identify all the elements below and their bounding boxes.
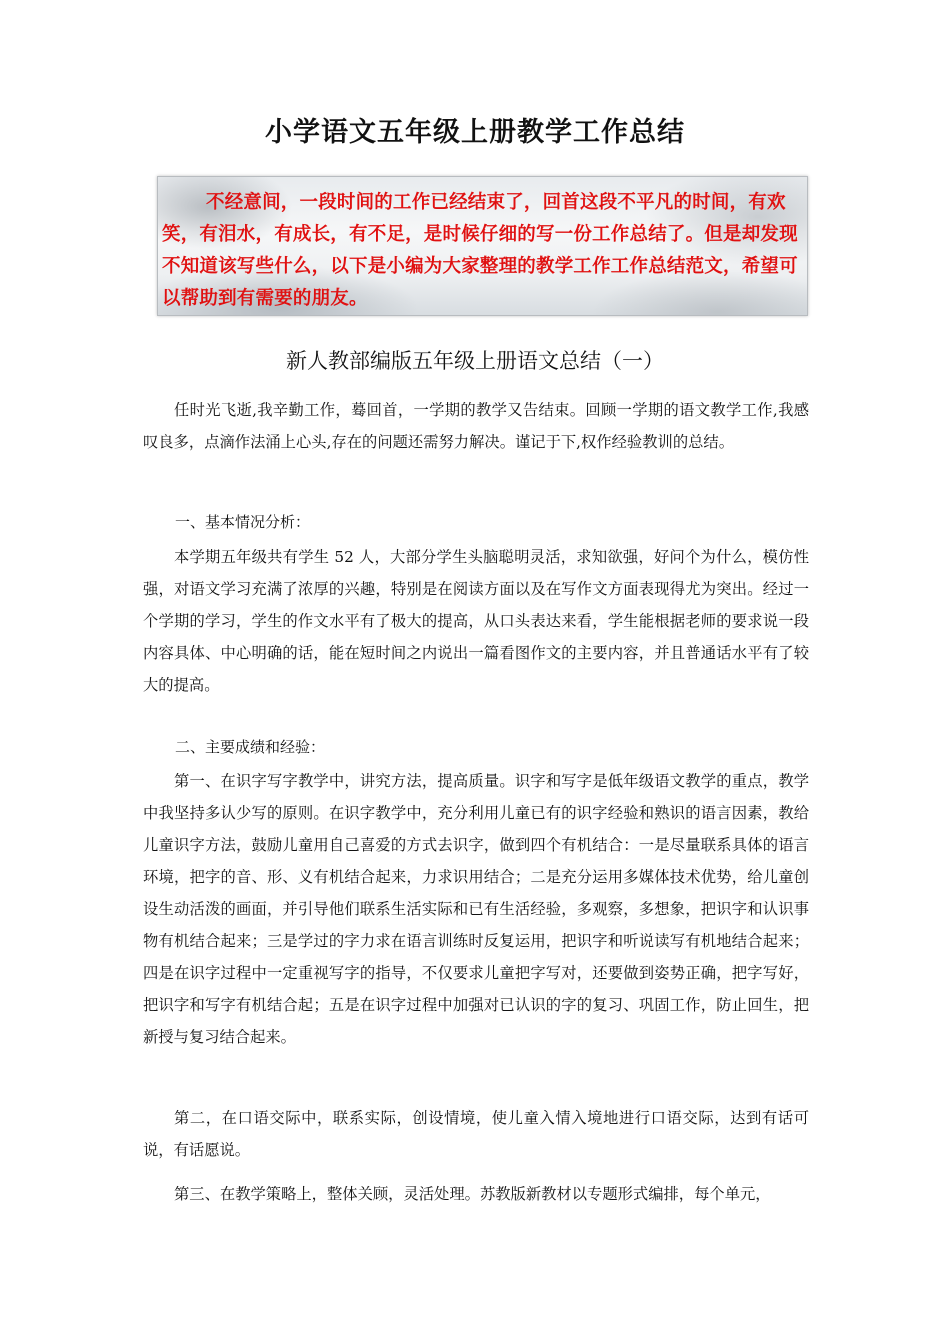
heading-achievements: 二、主要成绩和经验：	[175, 738, 326, 756]
paragraph-teaching-strategy: 第三、在教学策略上，整体关顾，灵活处理。苏教版新教材以专题形式编排，每个单元，	[174, 1185, 771, 1203]
heading-basic-analysis: 一、基本情况分析：	[175, 513, 311, 531]
banner-text: 不经意间，一段时间的工作已经结束了，回首这段不平凡的时间，有欢笑，有泪水，有成长，有不足，是时候仔细的写一份工作总结了。但是却发现不知道该写些什么，以下是小编为大家整理的教学工作工作总结范文，希望可以帮助到有需要的朋友。	[162, 192, 798, 309]
intro-paragraph: 任时光飞逝,我辛勤工作，蓦回首，一学期的教学又告结束。回顾一学期的语文教学工作,我感叹良多，点滴作法涌上心头,存在的问题还需努力解决。谨记于下,权作经验教训的总结。	[143, 401, 809, 451]
intro-banner	[157, 176, 808, 316]
paragraph-oral-communication: 第二，在口语交际中，联系实际，创设情境，使儿童入情入境地进行口语交际，达到有话可说，有话愿说。	[143, 1109, 809, 1159]
paragraph-basic-analysis: 本学期五年级共有学生 52 人，大部分学生头脑聪明灵活，求知欲强，好问个为什么，模仿性强，对语文学习充满了浓厚的兴趣，特别是在阅读方面以及在写作文方面表现得尤为突出。经过一个学期的学习，学生的作文水平有了极大的提高，从口头表达来看，学生能根据老师的要求说一段内容具体、中心明确的话，能在短时间之内说出一篇看图作文的主要内容，并且普通话水平有了较大的提高。	[143, 548, 809, 694]
document-title: 小学语文五年级上册教学工作总结	[265, 117, 685, 148]
section-title: 新人教部编版五年级上册语文总结（一）	[286, 349, 664, 373]
paragraph-literacy-teaching: 第一、在识字写字教学中，讲究方法，提高质量。识字和写字是低年级语文教学的重点，教学中我坚持多认少写的原则。在识字教学中，充分利用儿童已有的识字经验和熟识的语言因素，教给儿童识字方法，鼓励儿童用自己喜爱的方式去识字，做到四个有机结合：一是尽量联系具体的语言环境，把字的音、形、义有机结合起来，力求识用结合；二是充分运用多媒体技术优势，给儿童创设生动活泼的画面，并引导他们联系生活实际和已有生活经验，多观察，多想象，把识字和认识事物有机结合起来；三是学过的字力求在语言训练时反复运用，把识字和听说读写有机地结合起来；四是在识字过程中一定重视写字的指导，不仅要求儿童把字写对，还要做到姿势正确，把字写好，把识字和写字有机结合起；五是在识字过程中加强对已认识的字的复习、巩固工作，防止回生，把新授与复习结合起来。	[143, 772, 809, 1046]
